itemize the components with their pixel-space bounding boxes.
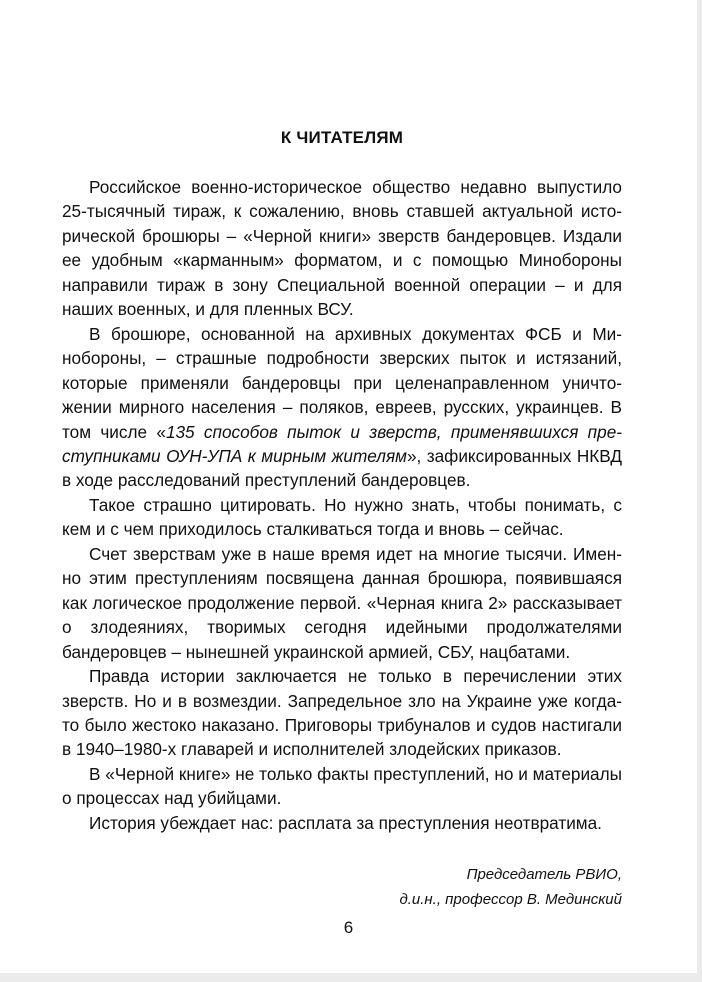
paragraph-2-quote: 135 способов пыток и зверств, применявшихся преступниками ОУН-УПА к мирным жителям bbox=[62, 421, 622, 466]
paragraph-6: В «Черной книге» не только факты преступлений, но и материалы о процессах над убийцами. bbox=[62, 763, 622, 809]
paragraph-1: Российское военно-историческое общество недавно выпустило 25-тысячный тираж, к сожалению, вновь ставшей актуальной исторической брошюры – «Черной книги» зверств бандеровцев. Издали ее удобным «карманным» форматом, и с помощью Минобороны направили тираж в зону Специальной военной операции – и для наших военных, и для пленных ВСУ. bbox=[62, 177, 622, 320]
paragraph-2-text-after: », зафиксированных НКВД в ходе расследований преступлений бандеровцев. bbox=[62, 445, 622, 491]
signature-position: Председатель РВИО, bbox=[466, 866, 622, 884]
page-content bbox=[62, 128, 622, 912]
paragraph-4: Счет зверствам уже в наше время идет на многие тысячи. Именно этим преступлениям посвящена данная брошюра, появившаяся как логическое продолжение первой. «Черная книга 2» рассказывает о злодеяниях, творимых сегодня идейными продолжателями бандеровцев – нынешней украинской армией, СБУ, нацбатами. bbox=[62, 543, 622, 662]
signature-author: д.и.н., профессор В. Мединский bbox=[399, 891, 622, 909]
page-number: 6 bbox=[343, 918, 354, 937]
paragraph-7: История убеждает нас: расплата за преступления неотвратима. bbox=[89, 812, 602, 833]
paragraph-2-text-before: В брошюре, основанной на архивных документах ФСБ и Минобороны, – страшные подробности зверских пыток и истязаний, которые применяли бандеровцы при целенаправленном уничтожении мирного населения – поляков, евреев, русских, украинцев. В том числе « bbox=[62, 323, 622, 442]
paragraph-5: Правда истории заключается не только в перечислении этих зверств. Но и в возмездии. Запредельное зло на Украине уже когда-то было жестоко наказано. Приговоры трибуналов и судов настигали в 1940–1980-х главарей и исполнителей злодейских приказов. bbox=[62, 666, 622, 760]
signature-block bbox=[62, 862, 622, 912]
page-title: К ЧИТАТЕЛЯМ bbox=[280, 128, 404, 147]
paragraph-3: Такое страшно цитировать. Но нужно знать, чтобы понимать, с кем и с чем приходилось сталкиваться тогда и вновь – сейчас. bbox=[62, 494, 622, 540]
paragraph-2 bbox=[62, 322, 622, 493]
